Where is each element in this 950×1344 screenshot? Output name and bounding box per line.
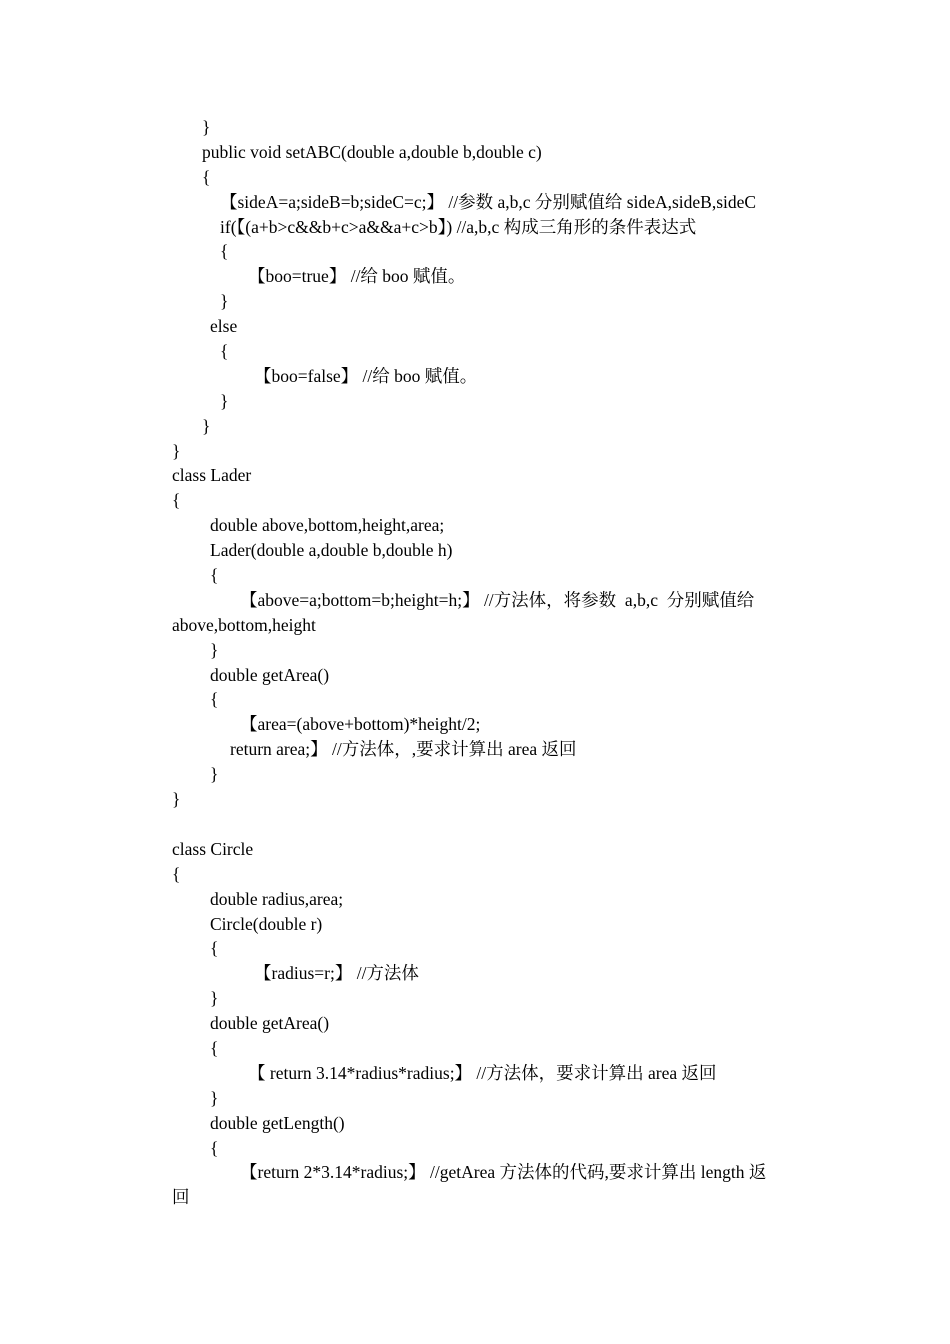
- blank-line: [172, 812, 812, 837]
- code-line: {: [210, 1037, 219, 1058]
- code-line: {: [210, 565, 219, 586]
- code-line: {: [202, 166, 211, 187]
- code-line: }: [210, 1087, 219, 1108]
- code-line: }: [202, 415, 211, 436]
- code-line: double getLength(): [210, 1112, 345, 1133]
- code-line: }: [172, 789, 181, 810]
- code-line: }: [172, 440, 181, 461]
- code-line: }: [220, 291, 229, 312]
- code-line: {: [172, 490, 181, 511]
- code-line: }: [220, 390, 229, 411]
- code-line: {: [220, 241, 229, 262]
- code-line: {: [220, 341, 229, 362]
- code-line: double getArea(): [210, 664, 330, 685]
- code-line: 【area=(above+bottom)*height/2;: [240, 714, 481, 735]
- code-line: }: [210, 639, 219, 660]
- code-line: else: [210, 316, 238, 337]
- code-line: }: [210, 764, 219, 785]
- code-line: double radius,area;: [210, 888, 344, 909]
- code-line: class Lader: [172, 465, 252, 486]
- code-line: if(【(a+b>c&&b+c>a&&a+c>b】) //a,b,c 构成三角形的条件表达式: [220, 216, 697, 237]
- code-line: above,bottom,height: [172, 614, 316, 635]
- code-line: double above,bottom,height,area;: [210, 515, 445, 536]
- code-line: public void setABC(double a,double b,double c): [202, 141, 542, 162]
- code-line: }: [202, 117, 211, 137]
- code-line: Lader(double a,double b,double h): [210, 540, 453, 561]
- code-line: {: [172, 863, 181, 884]
- code-line: return area;】 //方法体，,要求计算出 area 返回: [230, 739, 577, 760]
- code-line: class Circle: [172, 838, 254, 859]
- code-listing: [172, 115, 812, 1210]
- code-line: Circle(double r): [210, 913, 323, 934]
- code-line: 【boo=true】 //给 boo 赋值。: [248, 266, 466, 287]
- code-line: 【 return 3.14*radius*radius;】 //方法体，要求计算出 area 返回: [248, 1062, 717, 1083]
- code-line: 【radius=r;】 //方法体: [254, 963, 419, 984]
- code-line: 回: [172, 1187, 190, 1208]
- code-line: 【boo=false】 //给 boo 赋值。: [254, 365, 478, 386]
- code-line: 【return 2*3.14*radius;】 //getArea 方法体的代码,要求计算出 length 返: [240, 1162, 767, 1183]
- code-line: 【above=a;bottom=b;height=h;】 //方法体，将参数 a,b,c 分别赋值给: [240, 589, 755, 610]
- code-line: {: [210, 689, 219, 710]
- code-line: 【sideA=a;sideB=b;sideC=c;】 //参数 a,b,c 分别赋值给 sideA,sideB,sideC: [220, 191, 757, 212]
- code-line: double getArea(): [210, 1013, 330, 1034]
- code-line: {: [210, 938, 219, 959]
- code-line: }: [210, 988, 219, 1009]
- code-line: {: [210, 1137, 219, 1158]
